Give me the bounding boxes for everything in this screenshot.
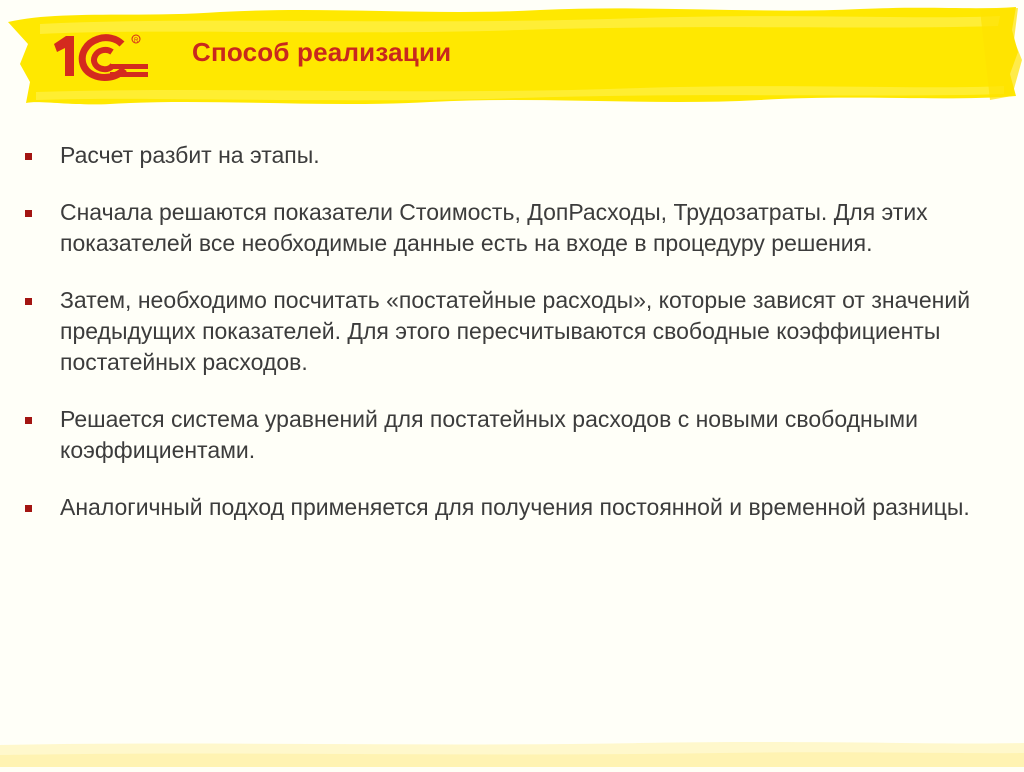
slide-title: Способ реализации xyxy=(192,37,452,67)
bullet-square-icon xyxy=(25,210,32,217)
list-item xyxy=(22,285,982,378)
bullet-list xyxy=(22,140,982,549)
bullet-square-icon xyxy=(25,505,32,512)
bullet-text: Сначала решаются показатели Стоимость, ДопРасходы, Трудозатраты. Для этих показателей все необходимые данные есть на входе в процедуру решения. xyxy=(60,199,928,256)
logo-1c xyxy=(50,30,160,82)
bullet-text: Аналогичный подход применяется для получения постоянной и временной разницы. xyxy=(60,494,970,520)
footer-highlight-band xyxy=(0,737,1024,767)
bullet-square-icon xyxy=(25,417,32,424)
list-item xyxy=(22,140,982,171)
bullet-text: Затем, необходимо посчитать «постатейные расходы», которые зависят от значений предыдущих показателей. Для этого пересчитываются свободные коэффициенты постатейных расходов. xyxy=(60,287,971,375)
bullet-square-icon xyxy=(25,298,32,305)
bullet-text: Расчет разбит на этапы. xyxy=(60,142,320,168)
bullet-square-icon xyxy=(25,153,32,160)
bullet-text: Решается система уравнений для постатейных расходов с новыми свободными коэффициентами. xyxy=(60,406,918,463)
list-item xyxy=(22,197,982,259)
svg-text:R: R xyxy=(134,38,139,44)
list-item xyxy=(22,404,982,466)
list-item xyxy=(22,492,982,523)
